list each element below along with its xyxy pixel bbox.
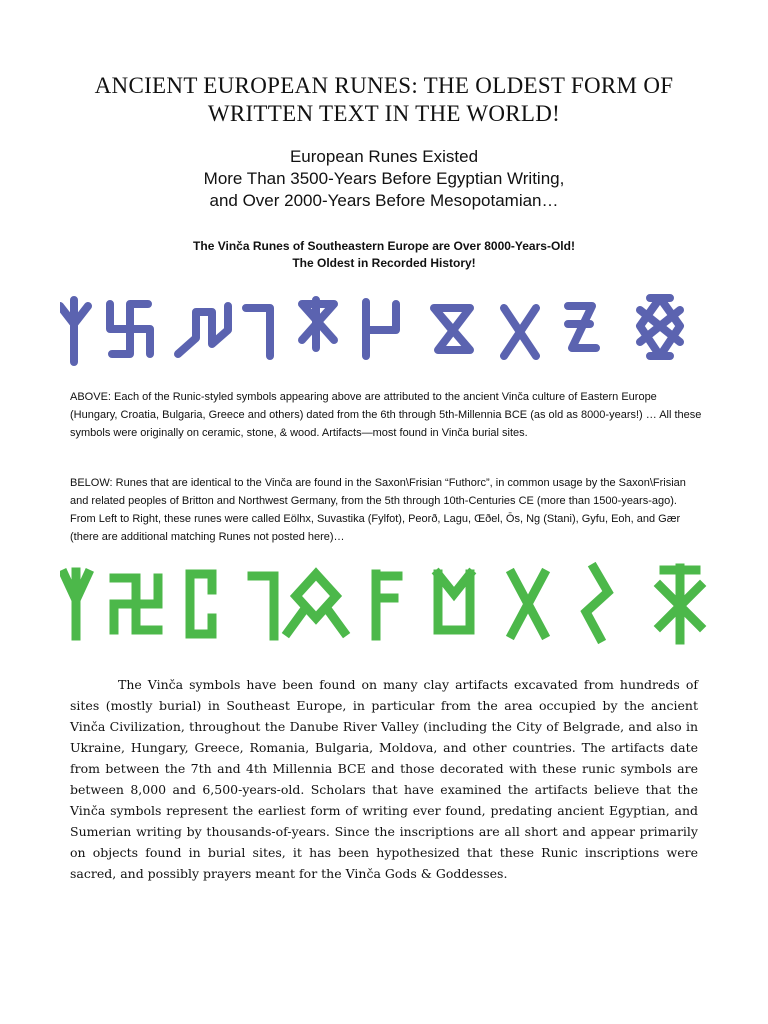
vinca-rune-5 (302, 300, 334, 348)
highlight-note (60, 238, 708, 272)
note-line-1: The Vinča Runes of Southeastern Europe are Over 8000-Years-Old! (193, 239, 575, 253)
title-line-1: ANCIENT EUROPEAN RUNES: THE OLDEST FORM OF (94, 73, 674, 98)
saxon-runes-row (60, 556, 708, 646)
vinca-rune-8 (504, 308, 536, 356)
ng-rune (438, 574, 470, 630)
body-paragraph: The Vinča symbols have been found on many clay artifacts excavated from hundreds of sites (mostly burial) in Southeast Europe, in particular from the area occupied by the ancient Vinča Civilization, throughout the Danube River Valley (including the City of Belgrade, and also in Ukraine, Hungary, Greece, Romania, Bulgaria, Moldova, and other countries. The artifacts date from between the 7th and 4th Millennia BCE and those decorated with these runic symbols are between 8,000 and 6,500-years-old. Scholars that have examined the artifacts believe that the Vinča symbols represent the earliest form of writing ever found, predating ancient Egyptian, and Sumerian writing by thousands-of-years. Since the inscriptions are all short and appear primarily on objects found in burial sites, it has been hypothesized that these Runic inscriptions were sacred, and possibly prayers meant for the Vinča Gods & Goddesses. (70, 677, 698, 881)
vinca-rune-1 (60, 300, 88, 362)
caption-above: ABOVE: Each of the Runic-styled symbols appearing above are attributed to the ancient Vinča culture of Eastern Europe (Hungary, Croatia, Bulgaria, Greece and others) dated from the 6th through 5th-Millennia BCE (as old as 8000-years!) … All these symbols were originally on ceramic, stone, & wood. Artifacts—most found in Vinča burial sites. (70, 391, 702, 439)
eolhx-rune (64, 572, 88, 636)
gyfu-rune (512, 574, 544, 634)
os-rune (376, 574, 398, 636)
vinca-rune-4 (246, 308, 270, 356)
vinca-rune-3 (178, 306, 228, 354)
peord-rune (190, 574, 212, 634)
subtitle-line-3: and Over 2000-Years Before Mesopotamian… (209, 191, 559, 210)
gaer-rune (660, 568, 700, 640)
subtitle-line-1: European Runes Existed (289, 147, 479, 166)
page-title (60, 72, 708, 128)
vinca-runes-row (60, 290, 708, 370)
oedel-rune (288, 574, 344, 632)
suvastika-rune (114, 578, 158, 630)
lagu-rune (252, 576, 274, 636)
caption-below: BELOW: Runes that are identical to the Vinča are found in the Saxon\Frisian “Futhorc”, in common usage by the Saxon\Frisian and related peoples of Britton and Northwest Germany, from the 5th through 10th-Centuries CE (more than 1500-years-ago). From Left to Right, these runes were called Eölhx, Suvastika (Fylfot), Peorð, Lagu, Œðel, Ōs, Ng (Stani), Gyfu, Eoh, and Gær (there are additional matching Runes not posted here)… (70, 477, 686, 543)
vinca-rune-7 (434, 308, 470, 350)
vinca-rune-10 (640, 298, 680, 356)
vinca-rune-6 (366, 302, 396, 356)
eoh-rune (586, 568, 608, 638)
vinca-rune-2 (110, 304, 150, 354)
subtitle-line-2: More Than 3500-Years Before Egyptian Writing, (203, 169, 565, 188)
subtitle (60, 146, 708, 212)
vinca-rune-9 (568, 306, 596, 348)
note-line-2: The Oldest in Recorded History! (292, 256, 476, 270)
title-line-2: WRITTEN TEXT IN THE WORLD! (207, 101, 561, 126)
